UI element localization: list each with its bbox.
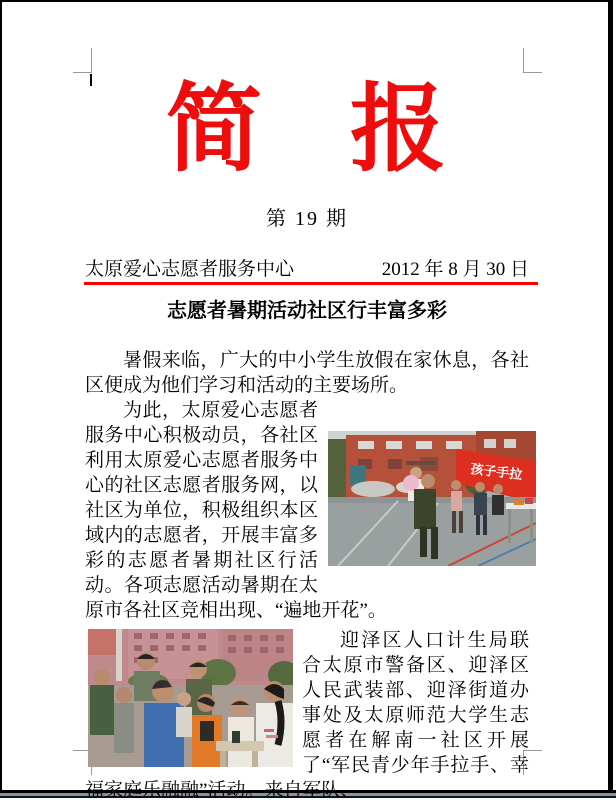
document-page (85, 72, 529, 803)
red-divider-rule (84, 282, 538, 285)
bulletin-masthead-title[interactable]: 简 报 (166, 76, 448, 183)
margin-mark-top-right (523, 48, 542, 73)
organization-name[interactable]: 太原爱心志愿者服务中心 (85, 259, 295, 280)
window-border-left (0, 0, 2, 790)
photo-community-crowd[interactable] (88, 629, 293, 767)
photo-community-games[interactable] (328, 431, 536, 566)
photo-community-crowd-image (88, 629, 293, 767)
svg-text:孩子手拉: 孩子手拉 (469, 461, 524, 483)
paragraph-2[interactable]: 孩子手拉 为此，太原爱心志愿者服务中心积极动员，各社区利用太原爱心志愿者服务中心的社区志愿者服务网，以社区为单位，积极组织本区域内的志愿者，开展丰富多彩的志愿者暑期社区行活动。各项志愿活动暑期在太原市各社区竞相出现、“遍地开花”。 (85, 398, 529, 623)
photo-community-games-image (328, 431, 536, 566)
article-body (85, 348, 529, 803)
paragraph-3[interactable]: 迎泽区人口计生局联合太原市警备区、迎泽区人民武装部、迎泽街道办事处及太原师范大学生志愿者在解南一社区开展了“军民青少年手拉手、幸福家庭乐融融”活动。来自军队、 (85, 630, 529, 801)
window-border-right (608, 0, 613, 790)
article-headline[interactable]: 志愿者暑期活动社区行丰富多彩 (167, 300, 447, 322)
issue-date[interactable]: 2012 年 8 月 30 日 (381, 259, 529, 280)
paragraph-1[interactable]: 暑假来临，广大的中小学生放假在家休息，各社区便成为他们学习和活动的主要场所。 (85, 350, 529, 396)
window-border-top (0, 0, 613, 2)
header-row (85, 259, 529, 280)
margin-mark-top-left (73, 48, 92, 73)
issue-number[interactable]: 第 19 期 (266, 208, 348, 230)
